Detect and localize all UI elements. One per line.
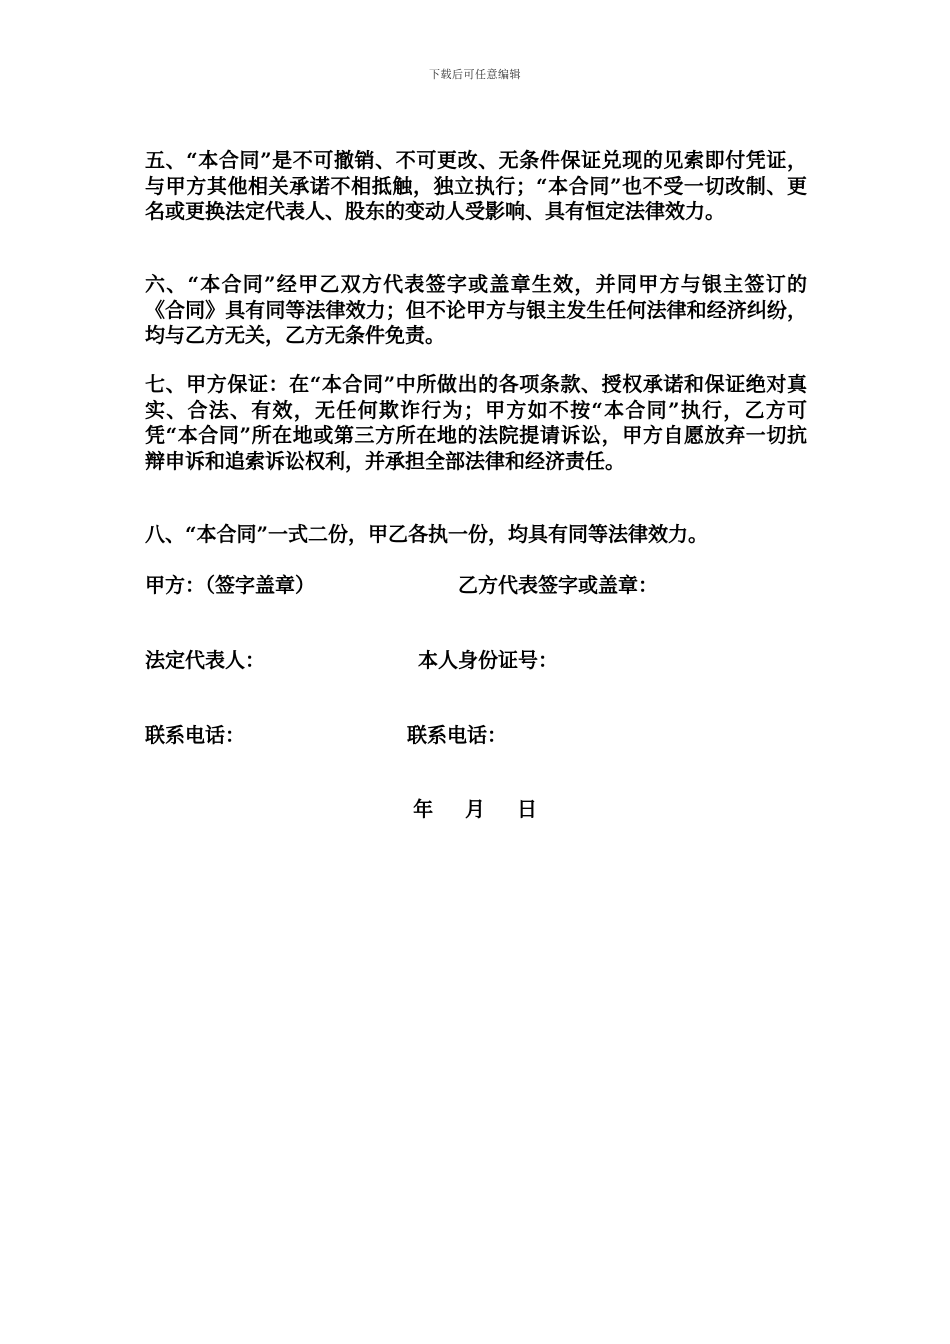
date-day: 日 <box>516 797 537 821</box>
clause-six: 六、“本合同”经甲乙双方代表签字或盖章生效，并同甲方与银主签订的《合同》具有同等法律效力；但不论甲方与银主发生任何法律和经济纠纷，均与乙方无关，乙方无条件免责。 <box>145 272 807 347</box>
legal-representative-label: 法定代表人： <box>145 648 265 672</box>
clause-five: 五、“本合同”是不可撤销、不可更改、无条件保证兑现的见索即付凭证，与甲方其他相关承诺不相抵触，独立执行；“本合同”也不受一切改制、更名或更换法定代表人、股东的变动人受影响、具有恒定法律效力。 <box>145 148 807 223</box>
party-b-phone-label: 联系电话： <box>407 723 507 747</box>
page-header-note: 下载后可任意编辑 <box>429 68 521 81</box>
signing-date <box>0 796 950 822</box>
party-a-phone-label: 联系电话： <box>145 723 245 747</box>
date-month: 月 <box>465 797 485 821</box>
clause-seven: 七、甲方保证：在“本合同”中所做出的各项条款、授权承诺和保证绝对真实、合法、有效，无任何欺诈行为；甲方如不按“本合同”执行，乙方可凭“本合同”所在地或第三方所在地的法院提请诉讼，甲方自愿放弃一切抗辩申诉和追索诉讼权利，并承担全部法律和经济责任。 <box>145 372 807 473</box>
party-b-signature-label: 乙方代表签字或盖章： <box>458 573 658 597</box>
id-number-label: 本人身份证号： <box>418 648 558 672</box>
date-year: 年 <box>413 797 434 821</box>
clause-eight: 八、“本合同”一式二份，甲乙各执一份，均具有同等法律效力。 <box>145 522 709 546</box>
party-a-signature-label: 甲方：（签字盖章） <box>145 573 315 597</box>
